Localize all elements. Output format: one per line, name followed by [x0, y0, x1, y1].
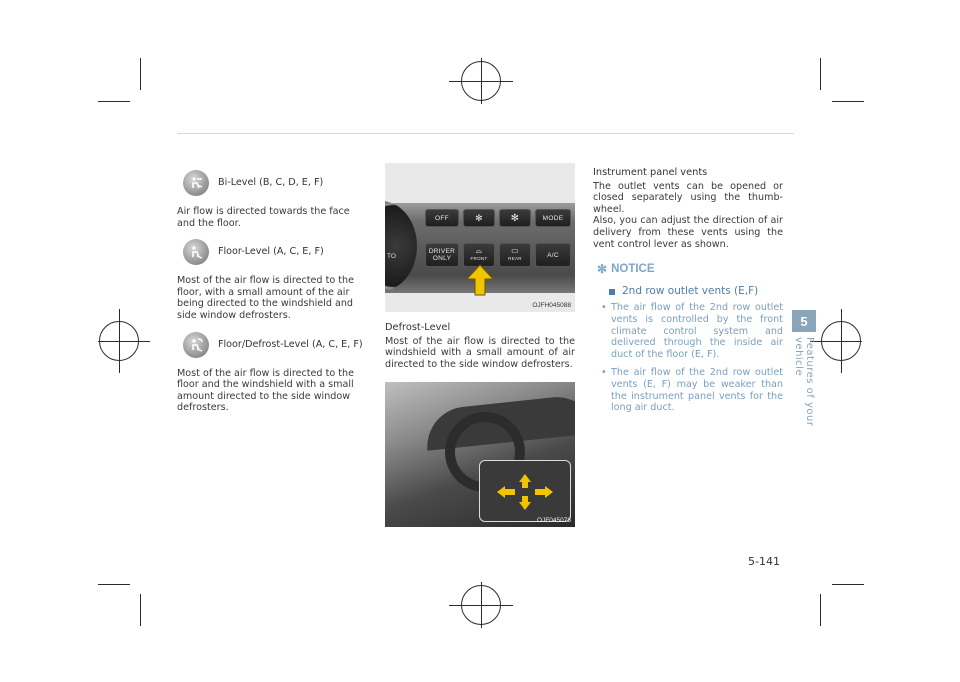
notice-title-text: NOTICE: [611, 263, 655, 276]
notice-subtitle: [609, 286, 783, 298]
notice-item: • The air flow of the 2nd row outlet vents is controlled by the front climate control system and delivered through the inside air duct of the floor (E, F).: [601, 302, 783, 360]
fan-icon: ✻: [475, 212, 483, 223]
driver-only-line1: DRIVER: [428, 248, 456, 255]
bi-level-icon: [183, 170, 209, 196]
square-bullet-icon: [609, 289, 615, 295]
floor-defrost-row: [183, 332, 367, 358]
rear-defrost-icon: ▭: [511, 246, 519, 255]
chapter-title-text: Features of your vehicle: [793, 337, 815, 427]
instrument-heading: Instrument panel vents: [593, 167, 708, 178]
mode-button[interactable]: MODE: [535, 209, 571, 227]
page-number: 5-141: [748, 555, 780, 568]
notice-list: [601, 302, 783, 413]
crop-mark: [98, 101, 130, 102]
chapter-title: [792, 337, 816, 467]
notice-star-icon: ✻: [597, 262, 608, 277]
instrument-description-2: Also, you can adjust the direction of air delivery from these vents using the vent control lever as shown.: [593, 215, 783, 250]
bi-level-description: Air flow is directed towards the face and the floor.: [177, 206, 350, 229]
right-column: [593, 167, 783, 421]
instrument-description-1: The outlet vents can be opened or closed separately using the thumb-wheel.: [593, 180, 783, 215]
registration-mark: [481, 58, 482, 104]
crop-mark: [98, 584, 130, 585]
crop-mark: [832, 584, 864, 585]
defrost-description: Most of the air flow is directed to the windshield with a small amount of air directed to the side window defrosters.: [385, 335, 575, 370]
arrows-icon: [495, 472, 555, 512]
rear-label: REAR: [508, 256, 522, 261]
notice-title: [597, 264, 783, 276]
floor-level-row: [183, 239, 367, 265]
chapter-tab: 5: [792, 310, 816, 332]
crop-mark: [140, 58, 141, 90]
floor-defrost-description: Most of the air flow is directed to the floor and the windshield with a small amount directed to the side window defrosters.: [177, 367, 355, 414]
registration-mark: [481, 582, 482, 628]
floor-defrost-label: Floor/Defrost-Level (A, C, E, F): [218, 338, 363, 350]
floor-level-description: Most of the air flow is directed to the floor, with a small amount of the air being directed to the windshield and side window defrosters.: [177, 275, 355, 321]
crop-mark: [820, 58, 821, 90]
fan-icon: ✻: [510, 212, 520, 224]
registration-mark: [810, 341, 862, 342]
registration-mark: [98, 341, 150, 342]
driver-only-line2: ONLY: [432, 255, 452, 262]
vent-seat-icon: [188, 244, 204, 260]
defrost-heading: Defrost-Level: [385, 322, 451, 333]
bi-level-row: [183, 170, 367, 196]
floor-level-icon: [183, 239, 209, 265]
left-column: [177, 170, 367, 424]
defrost-icon: ⌓: [475, 246, 483, 255]
photo-code: OJF045078: [537, 517, 571, 524]
rear-defrost-button[interactable]: [499, 243, 531, 267]
notice-item: • The air flow of the 2nd row outlet vents (E, F) may be weaker than the instrument panel vents for the long air duct.: [601, 367, 783, 413]
front-label: FRONT: [470, 256, 488, 261]
photo-code: OJFH045088: [532, 302, 571, 309]
crop-mark: [832, 101, 864, 102]
floor-defrost-icon: [183, 332, 209, 358]
registration-mark: [119, 309, 120, 373]
defrost-section: [385, 322, 575, 380]
ac-button[interactable]: A/C: [535, 243, 571, 267]
dashboard-photo: [385, 382, 575, 527]
fan-up-button[interactable]: [499, 209, 531, 227]
registration-mark: [841, 309, 842, 373]
arrow-up-icon: [465, 263, 495, 297]
crop-mark: [140, 594, 141, 626]
driver-only-button[interactable]: [425, 243, 459, 267]
floor-level-label: Floor-Level (A, C, E, F): [218, 246, 324, 258]
header-rule: [177, 133, 794, 134]
fan-down-button[interactable]: [463, 209, 495, 227]
defrost-seat-icon: [188, 337, 204, 353]
auto-partial-label: TO: [387, 253, 396, 260]
vent-seat-icon: [188, 175, 204, 191]
notice-subtitle-text: 2nd row outlet vents (E,F): [622, 284, 759, 297]
bi-level-label: Bi-Level (B, C, D, E, F): [218, 177, 324, 189]
crop-mark: [820, 594, 821, 626]
climate-panel-photo: [385, 163, 575, 312]
off-button[interactable]: OFF: [425, 209, 459, 227]
